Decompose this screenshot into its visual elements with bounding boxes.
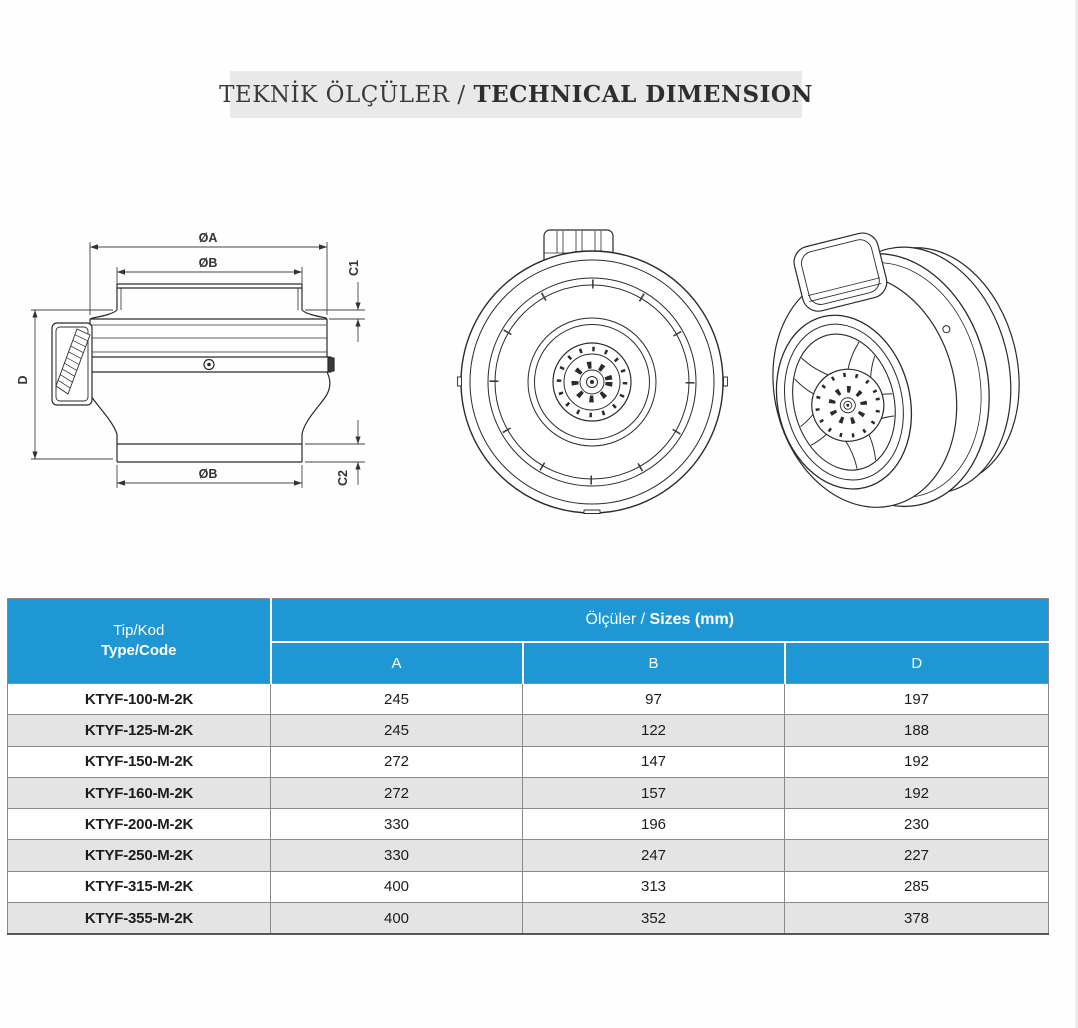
header-col-d: D xyxy=(785,642,1049,684)
cell-code: KTYF-160-M-2K xyxy=(8,777,271,808)
page-title-en: TECHNICAL DIMENSION xyxy=(473,81,813,108)
cell-a: 400 xyxy=(271,903,523,935)
cell-a: 330 xyxy=(271,840,523,871)
cell-a: 330 xyxy=(271,809,523,840)
page-title-tr: TEKNİK ÖLÇÜLER / xyxy=(219,81,474,108)
front-view-drawing xyxy=(445,222,740,514)
table-row xyxy=(8,746,1049,777)
dim-label-d: D xyxy=(16,375,30,385)
header-type-code-tr: Tip/Kod xyxy=(113,621,165,639)
cell-code: KTYF-315-M-2K xyxy=(8,871,271,902)
cell-code: KTYF-250-M-2K xyxy=(8,840,271,871)
cell-a: 245 xyxy=(271,715,523,746)
cell-a: 245 xyxy=(271,684,523,715)
cell-d: 192 xyxy=(785,777,1049,808)
cell-d: 230 xyxy=(785,809,1049,840)
dim-label-dia-b-top: ØB xyxy=(198,256,218,270)
cell-d: 197 xyxy=(785,684,1049,715)
cell-d: 227 xyxy=(785,840,1049,871)
header-type-code xyxy=(8,599,271,684)
header-sizes xyxy=(271,599,1049,643)
cell-b: 122 xyxy=(523,715,785,746)
cell-code: KTYF-125-M-2K xyxy=(8,715,271,746)
cell-d: 378 xyxy=(785,903,1049,935)
cell-b: 196 xyxy=(523,809,785,840)
header-type-code-en: Type/Code xyxy=(100,642,177,659)
cell-b: 157 xyxy=(523,777,785,808)
cell-a: 272 xyxy=(271,777,523,808)
table-row xyxy=(8,777,1049,808)
cell-b: 97 xyxy=(523,684,785,715)
cell-a: 272 xyxy=(271,746,523,777)
cell-code: KTYF-355-M-2K xyxy=(8,903,271,935)
header-sizes-tr: Ölçüler / xyxy=(585,611,650,628)
side-view-drawing xyxy=(15,222,395,514)
cell-code: KTYF-100-M-2K xyxy=(8,684,271,715)
table-row xyxy=(8,871,1049,902)
cell-d: 188 xyxy=(785,715,1049,746)
table-row xyxy=(8,903,1049,935)
perspective-view-drawing xyxy=(745,222,1045,522)
cell-b: 313 xyxy=(523,871,785,902)
dim-label-dia-b-bottom: ØB xyxy=(198,467,218,481)
dim-label-c2: C2 xyxy=(336,470,350,486)
table-row xyxy=(8,684,1049,715)
table-row xyxy=(8,809,1049,840)
cell-d: 285 xyxy=(785,871,1049,902)
cell-a: 400 xyxy=(271,871,523,902)
cell-b: 247 xyxy=(523,840,785,871)
table-row xyxy=(8,840,1049,871)
cell-code: KTYF-150-M-2K xyxy=(8,746,271,777)
header-col-b: B xyxy=(523,642,785,684)
cell-b: 147 xyxy=(523,746,785,777)
dim-label-c1: C1 xyxy=(347,260,361,276)
cell-d: 192 xyxy=(785,746,1049,777)
dimensions-table xyxy=(7,598,1049,935)
header-sizes-en: Sizes (mm) xyxy=(649,611,734,628)
dim-label-dia-a: ØA xyxy=(198,231,218,245)
table-row xyxy=(8,715,1049,746)
page-title xyxy=(219,71,813,118)
cell-code: KTYF-200-M-2K xyxy=(8,809,271,840)
cell-b: 352 xyxy=(523,903,785,935)
header-col-a: A xyxy=(271,642,523,684)
